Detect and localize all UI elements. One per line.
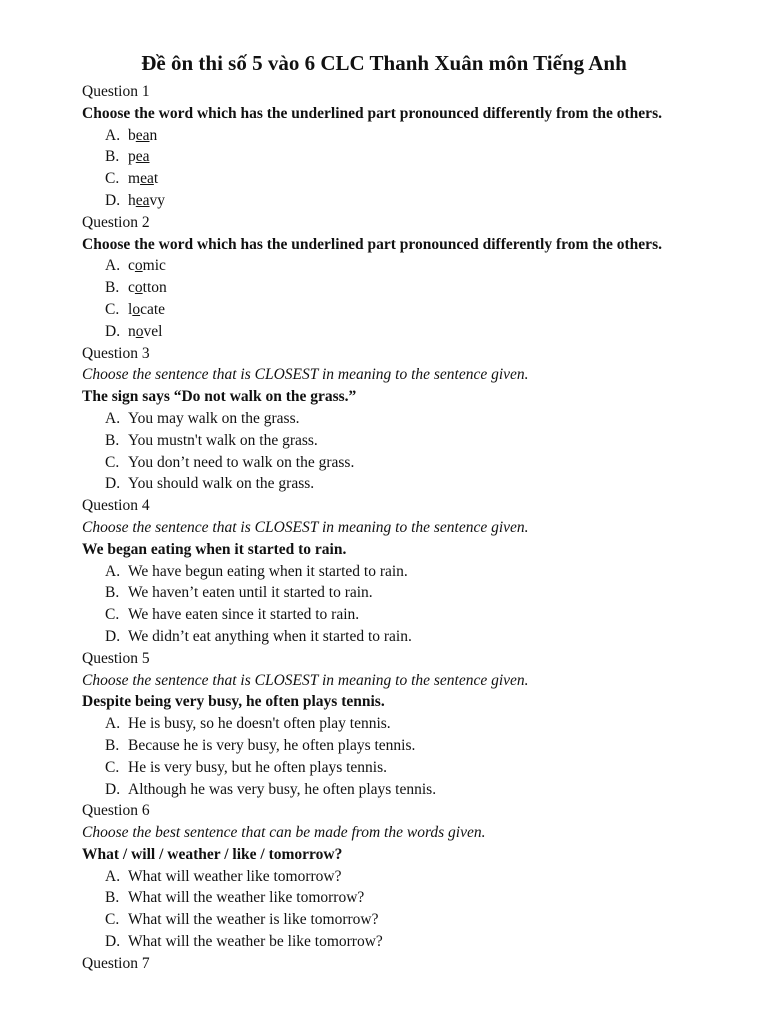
option-letter: D. [105,627,121,645]
question-instruction: Choose the best sentence that can be made from the words given. [82,824,486,842]
option-letter: C. [105,911,120,929]
question-instruction: Choose the word which has the underlined part pronounced differently from the others. [82,235,662,253]
option-text-post: mic [142,257,166,275]
option-letter: B. [105,889,120,907]
question-label: Question 1 [82,83,150,100]
question-6 [82,800,728,953]
option-underlined-part: ea [135,191,150,209]
option-underlined-part: o [134,279,143,297]
option-letter: B. [105,584,120,602]
question-4 [82,495,728,648]
option-letter: B. [105,431,120,449]
question-7 [82,953,728,975]
question-stem: What / will / weather / like / tomorrow? [82,845,343,863]
option-text-post: tton [142,279,167,297]
option-a [82,125,728,147]
option-text: What will the weather be like tomorrow? [128,933,383,951]
option-letter: A. [105,409,121,427]
option-letter: C. [105,170,120,188]
option-text-post: cate [140,300,166,318]
option-text-pre: n [128,322,136,340]
option-underlined-part: ea [140,170,154,188]
option-text-pre: p [128,148,136,166]
option-letter: D. [105,475,121,493]
option-underlined-part: ea [135,126,150,144]
option-text-post: vel [143,322,163,340]
question-instruction: Choose the sentence that is CLOSEST in meaning to the sentence given. [82,366,529,384]
option-text: What will the weather is like tomorrow? [128,911,379,929]
option-text: You should walk on the grass. [128,475,315,493]
document-title: Đề ôn thi số 5 vào 6 CLC Thanh Xuân môn Tiếng Anh [141,51,627,75]
question-label: Question 5 [82,649,150,667]
option-letter: A. [105,257,121,275]
option-text-post: vy [149,191,166,209]
option-letter: B. [105,279,120,297]
question-label: Question 4 [82,497,150,515]
option-b [82,887,728,909]
option-c [82,168,728,190]
option-text-pre: c [128,257,135,275]
option-d [82,931,728,953]
option-text: You mustn't walk on the grass. [128,431,318,449]
option-text: He is busy, so he doesn't often play tennis. [128,715,391,733]
option-a [82,255,728,277]
option-letter: C. [105,606,120,624]
option-text-pre: b [128,126,136,144]
option-text: Although he was very busy, he often plays tennis. [128,780,437,798]
option-text: Because he is very busy, he often plays tennis. [128,736,416,754]
option-text: What will weather like tomorrow? [128,867,342,885]
option-c [82,299,728,321]
option-letter: B. [105,148,120,166]
option-letter: A. [105,562,121,580]
question-instruction: Choose the sentence that is CLOSEST in meaning to the sentence given. [82,518,529,536]
option-b [82,277,728,299]
option-text: We didn’t eat anything when it started to rain. [128,627,412,645]
question-label: Question 6 [82,802,150,820]
option-c [82,604,728,626]
option-b [82,430,728,452]
option-letter: D. [105,191,121,209]
question-label: Question 2 [82,213,150,231]
option-underlined-part: o [132,300,141,318]
question-3 [82,343,728,496]
question-stem: We began eating when it started to rain. [82,540,347,558]
question-1 [82,81,728,212]
option-text: What will the weather like tomorrow? [128,889,365,907]
option-a [82,561,728,583]
option-underlined-part: ea [135,148,150,166]
option-d [82,626,728,648]
option-letter: A. [105,126,121,144]
option-c [82,909,728,931]
option-a [82,408,728,430]
option-text: We have eaten since it started to rain. [128,606,360,624]
option-underlined-part: o [135,322,144,340]
question-2 [82,212,728,343]
option-text-pre: m [128,170,141,188]
option-c [82,452,728,474]
option-text: We have begun eating when it started to rain. [128,562,408,580]
option-text-pre: h [128,191,136,209]
option-letter: A. [105,715,121,733]
option-d [82,190,728,212]
option-d [82,473,728,495]
option-text: We haven’t eaten until it started to rain. [128,584,373,602]
question-label: Question 3 [82,344,150,362]
option-a [82,713,728,735]
option-letter: C. [105,300,120,318]
option-letter: C. [105,453,120,471]
option-letter: A. [105,867,121,885]
question-label: Question 7 [82,954,150,972]
option-text-pre: c [128,279,135,297]
option-c [82,757,728,779]
option-b [82,582,728,604]
option-b [82,146,728,168]
option-text-post: t [153,170,159,188]
question-5 [82,648,728,801]
option-letter: B. [105,736,120,754]
question-stem: Despite being very busy, he often plays tennis. [82,693,385,711]
question-stem: The sign says “Do not walk on the grass.” [82,388,357,406]
option-text: You may walk on the grass. [128,409,300,427]
option-b [82,735,728,757]
option-d [82,779,728,801]
option-letter: D. [105,933,121,951]
option-text: You don’t need to walk on the grass. [128,453,355,471]
question-instruction: Choose the word which has the underlined part pronounced differently from the others. [82,104,662,122]
option-text-pre: l [128,300,133,318]
option-a [82,866,728,888]
option-underlined-part: o [134,257,143,275]
option-text-post: n [149,126,158,144]
option-letter: D. [105,322,121,340]
option-text: He is very busy, but he often plays tennis. [128,758,388,776]
option-d [82,321,728,343]
option-letter: D. [105,780,121,798]
option-letter: C. [105,758,120,776]
question-instruction: Choose the sentence that is CLOSEST in meaning to the sentence given. [82,671,529,689]
